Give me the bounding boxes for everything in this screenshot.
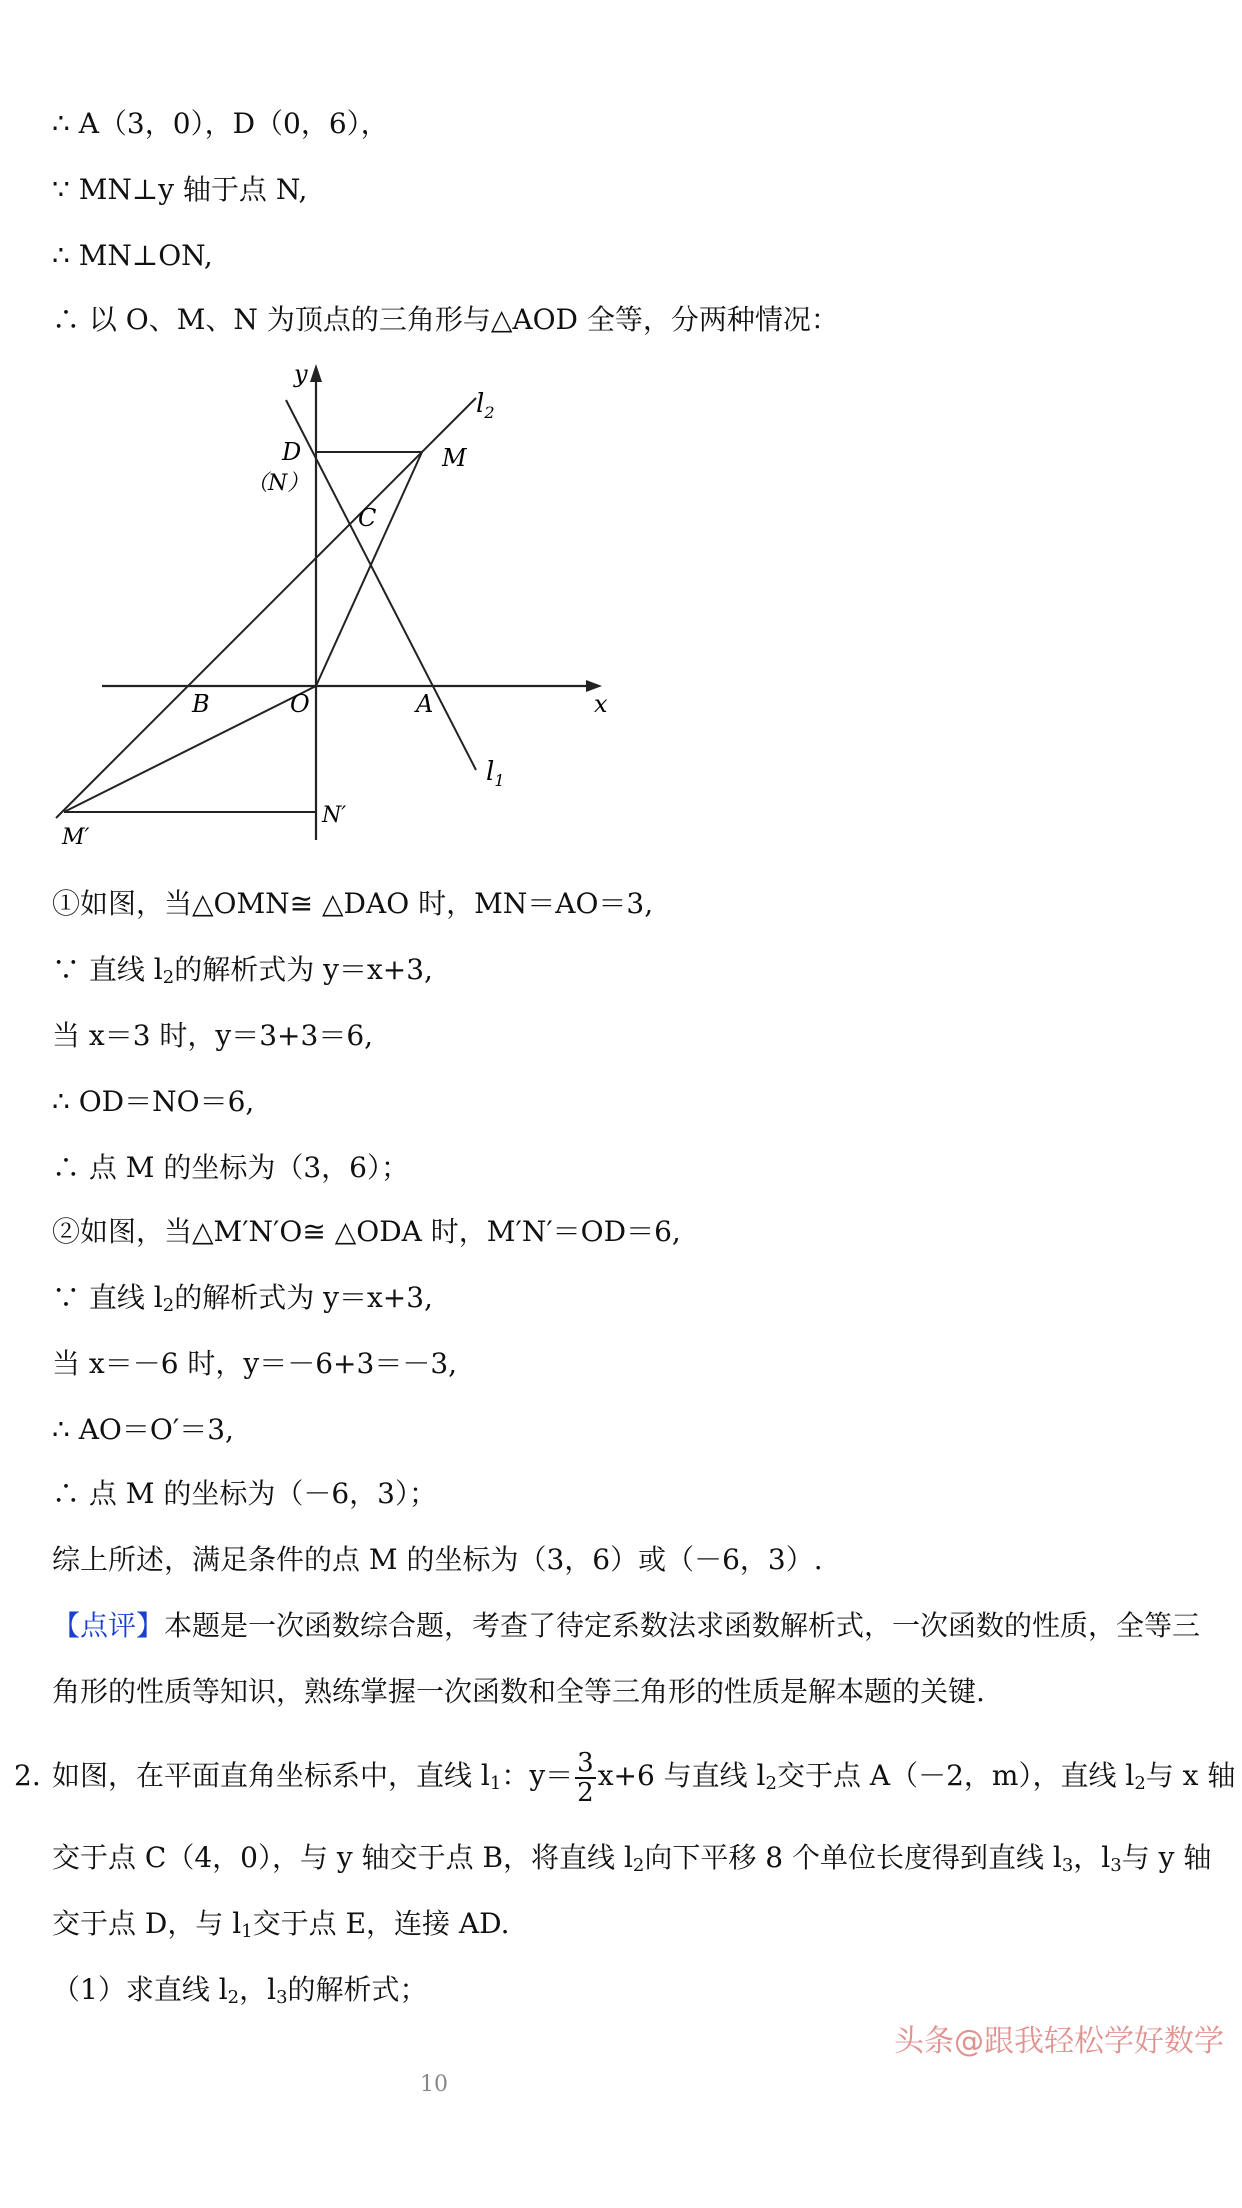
text-line: ①如图，当△OMN≅ △DAO 时，MN＝AO＝3, <box>52 887 654 920</box>
label-D: D <box>282 438 302 466</box>
label-B: B <box>192 690 210 718</box>
text-line: ∴ A（3，0），D（0，6）， <box>52 107 389 140</box>
text-line: ∵ MN⊥y 轴于点 N, <box>52 173 308 206</box>
text-line: ∴ 点 M 的坐标为（－6，3）； <box>52 1477 438 1510</box>
text-line: ∴ MN⊥ON, <box>52 239 213 272</box>
label-Mprime: M′ <box>62 825 90 850</box>
label-y: y <box>294 360 308 388</box>
review-tag: 【点评】 <box>52 1609 165 1642</box>
text-line: ∴ 以 O、M、N 为顶点的三角形与△AOD 全等，分两种情况： <box>52 303 839 336</box>
text-line: ∵ 直线 $l_2$的解析式为 y＝x+3, <box>52 953 433 988</box>
label-A: A <box>416 690 434 718</box>
geometry-figure <box>46 360 606 860</box>
label-l1: $l_1$ <box>486 757 505 790</box>
segment-OMprime <box>64 686 316 812</box>
text-line: 综上所述，满足条件的点 M 的坐标为（3，6）或（－6，3）. <box>52 1543 823 1576</box>
text-line: ∵ 直线 $l_2$的解析式为 y＝x+3, <box>52 1281 433 1316</box>
label-C: C <box>358 504 377 532</box>
label-M: M <box>442 444 467 472</box>
label-x: x <box>594 690 608 718</box>
text-line: ∴ 点 M 的坐标为（3，6）； <box>52 1151 410 1184</box>
watermark: 头条@跟我轻松学好数学 <box>894 2024 1224 2059</box>
label-l2: $l_2$ <box>476 389 495 422</box>
review-line: 【点评】本题是一次函数综合题，考查了待定系数法求函数解析式，一次函数的性质，全等三 <box>52 1609 1201 1642</box>
question-line: 交于点 C（4，0），与 y 轴交于点 B，将直线 $l_2$向下平移 8 个单位长度得到直线 $l_3$，$l_3$与 y 轴 <box>52 1841 1212 1876</box>
text-line: ∴ AO＝O′＝3, <box>52 1413 234 1446</box>
text-line: ∴ OD＝NO＝6, <box>52 1085 255 1118</box>
text-line: 当 x＝－6 时，y＝－6+3＝－3, <box>52 1347 458 1380</box>
question-line: 如图，在平面直角坐标系中，直线 $l_1$：y＝ $\frac{3}{2}$ x+6 与直线 $l_2$交于点 A（－2，m），直线 $l_2$与 x 轴 <box>52 1747 1236 1808</box>
text-line: 当 x＝3 时，y＝3+3＝6, <box>52 1019 374 1052</box>
question-part: （1）求直线 $l_2$，$l_3$的解析式； <box>52 1973 428 2008</box>
question-line: 交于点 D，与 $l_1$交于点 E，连接 AD. <box>52 1907 510 1942</box>
question-number: 2. <box>14 1759 41 1792</box>
text-line: ②如图，当△M′N′O≅ △ODA 时，M′N′＝OD＝6, <box>52 1215 681 1248</box>
label-O: O <box>290 690 310 718</box>
label-N: （N） <box>246 471 310 496</box>
page-number: 10 <box>420 2072 448 2097</box>
line-l2 <box>56 398 476 818</box>
y-axis-arrow <box>310 364 322 382</box>
label-Nprime: N′ <box>322 803 347 828</box>
review-line: 角形的性质等知识，熟练掌握一次函数和全等三角形的性质是解本题的关键. <box>52 1675 985 1708</box>
fraction: $\frac{3}{2}$ <box>577 1747 594 1808</box>
segment-OM <box>316 452 422 686</box>
